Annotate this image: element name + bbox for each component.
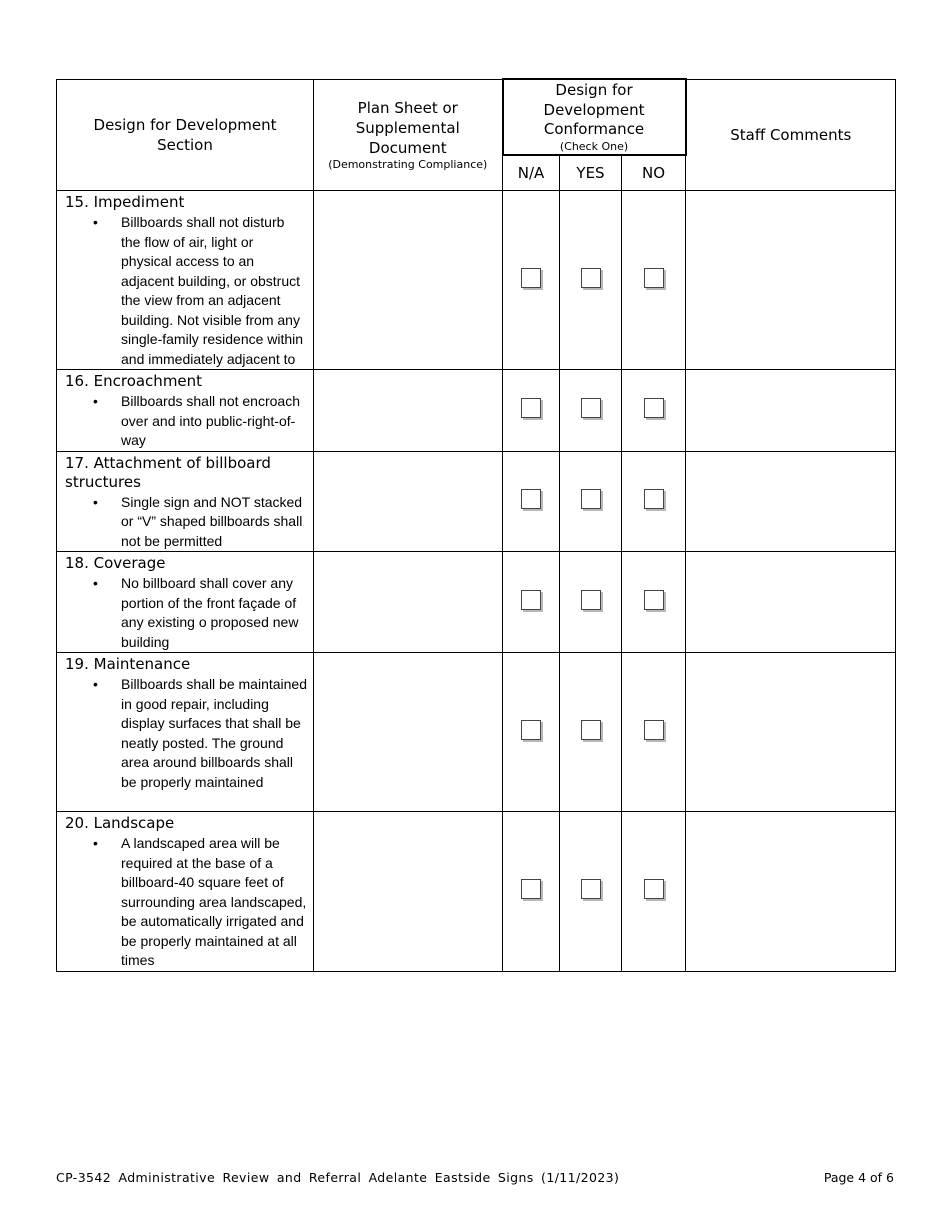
header-plan-sheet <box>314 79 503 191</box>
section-bullet: • Billboards shall not disturb the flow of air, light or physical access to an adjacent building, or obstruct the view from an adjacent building. Not visible from any single-family residence within and immediately adjacent to <box>121 213 313 369</box>
header-yes-label: YES <box>576 164 605 182</box>
plan-sheet-cell[interactable] <box>314 653 503 812</box>
header-plan-sheet-note: (Demonstrating Compliance) <box>328 158 488 172</box>
header-section-label: Design for Development Section <box>93 115 277 154</box>
section-cell <box>57 812 314 972</box>
yes-checkbox[interactable] <box>581 268 601 288</box>
section-title: 20. Landscape <box>65 814 175 832</box>
section-title: 16. Encroachment <box>65 372 203 390</box>
section-bullet: • A landscaped area will be required at the base of a billboard-40 square feet of surrounding area landscaped, be automatically irrigated and be properly maintained at all times <box>121 834 313 971</box>
comments-cell[interactable] <box>686 451 896 552</box>
header-no <box>622 155 686 191</box>
section-title: 19. Maintenance <box>65 655 191 673</box>
na-checkbox[interactable] <box>521 489 541 509</box>
yes-checkbox[interactable] <box>581 720 601 740</box>
comments-cell[interactable] <box>686 370 896 452</box>
plan-sheet-cell[interactable] <box>314 552 503 653</box>
section-bullet: • Billboards shall not encroach over and into public-right-of-way <box>121 392 313 451</box>
table-row <box>57 451 896 552</box>
table-row <box>57 191 896 370</box>
plan-sheet-cell[interactable] <box>314 812 503 972</box>
yes-checkbox[interactable] <box>581 489 601 509</box>
plan-sheet-cell[interactable] <box>314 370 503 452</box>
no-checkbox[interactable] <box>644 879 664 899</box>
header-plan-sheet-label: Plan Sheet or Supplemental Document <box>355 99 460 158</box>
na-checkbox[interactable] <box>521 720 541 740</box>
section-cell <box>57 191 314 370</box>
na-checkbox[interactable] <box>521 398 541 418</box>
na-checkbox[interactable] <box>521 879 541 899</box>
na-checkbox[interactable] <box>521 590 541 610</box>
no-checkbox[interactable] <box>644 268 664 288</box>
footer-page-number: Page 4 of 6 <box>823 1170 894 1185</box>
header-comments <box>686 79 896 191</box>
section-cell <box>57 370 314 452</box>
yes-checkbox[interactable] <box>581 590 601 610</box>
section-bullet: • Billboards shall be maintained in good repair, including display surfaces that shall be neatly posted. The ground area around billboards shall be properly maintained <box>121 675 313 792</box>
table-row <box>57 812 896 972</box>
header-conformance-label: Design for Development Conformance <box>543 81 645 139</box>
comments-cell[interactable] <box>686 552 896 653</box>
section-bullet: • Single sign and NOT stacked or “V” shaped billboards shall not be permitted <box>121 493 313 552</box>
section-cell <box>57 552 314 653</box>
comments-cell[interactable] <box>686 812 896 972</box>
yes-checkbox[interactable] <box>581 398 601 418</box>
plan-sheet-cell[interactable] <box>314 191 503 370</box>
section-title: 15. Impediment <box>65 193 185 211</box>
header-section <box>57 79 314 191</box>
table-row <box>57 370 896 452</box>
na-checkbox[interactable] <box>521 268 541 288</box>
compliance-table <box>56 78 896 972</box>
section-bullet: • No billboard shall cover any portion of the front façade of any existing o proposed new building <box>121 574 313 652</box>
header-na-label: N/A <box>517 164 545 182</box>
header-no-label: NO <box>642 164 666 182</box>
header-na <box>503 155 560 191</box>
table-row <box>57 552 896 653</box>
section-cell <box>57 653 314 812</box>
plan-sheet-cell[interactable] <box>314 451 503 552</box>
comments-cell[interactable] <box>686 191 896 370</box>
section-cell <box>57 451 314 552</box>
table-row <box>57 653 896 812</box>
no-checkbox[interactable] <box>644 398 664 418</box>
no-checkbox[interactable] <box>644 489 664 509</box>
header-comments-label: Staff Comments <box>730 125 852 144</box>
yes-checkbox[interactable] <box>581 879 601 899</box>
no-checkbox[interactable] <box>644 720 664 740</box>
no-checkbox[interactable] <box>644 590 664 610</box>
footer-form-id: CP-3542 Administrative Review and Referral Adelante Eastside Signs (1/11/2023) <box>56 1170 620 1185</box>
section-title: 18. Coverage <box>65 554 166 572</box>
section-title: 17. Attachment of billboard structures <box>65 453 271 491</box>
comments-cell[interactable] <box>686 653 896 812</box>
header-conformance-note: (Check One) <box>559 139 629 153</box>
header-conformance <box>503 79 686 155</box>
header-yes <box>560 155 622 191</box>
